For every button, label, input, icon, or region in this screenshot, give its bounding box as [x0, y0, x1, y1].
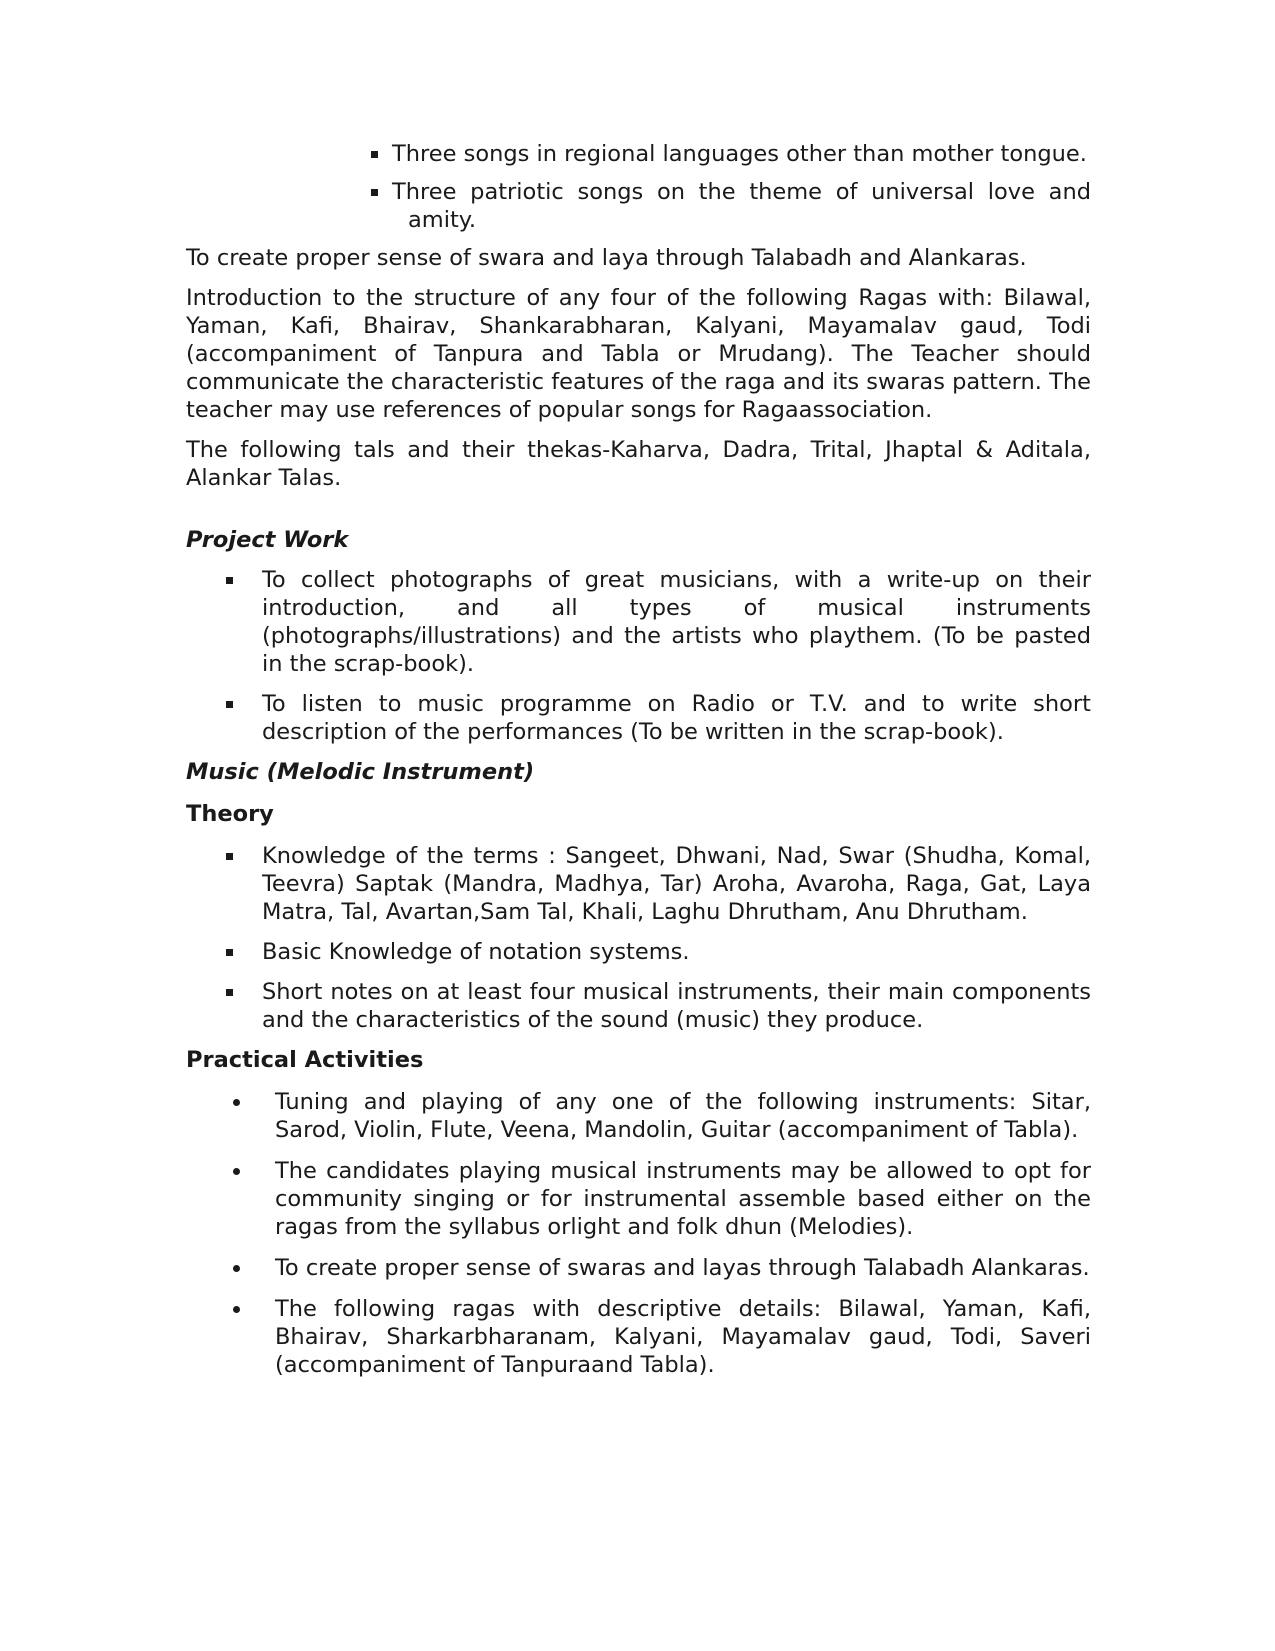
word: of: [743, 595, 766, 621]
square-bullet-icon: [371, 151, 378, 158]
section-heading-project-work: Project Work: [186, 527, 349, 553]
word: introduction,: [262, 595, 406, 621]
list-item: [186, 1088, 1091, 1144]
paragraph-swara: To create proper sense of swara and laya through Talabadh and Alankaras.: [186, 245, 1027, 271]
list-item-text-spread-line: [262, 594, 1091, 622]
list-item-text: Tuning and playing of any one of the following instruments: Sitar, Sarod, Violin, Flute, Veena, Mandolin, Guitar (accompaniment of Tabla).: [275, 1089, 1091, 1143]
document-page: [186, 140, 1091, 1392]
list-item-text: To listen to music programme on Radio or T.V. and to write short description of the performances (To be written in the scrap-book).: [262, 691, 1091, 745]
square-bullet-icon: [226, 701, 233, 708]
list-item: [371, 178, 1091, 234]
square-bullet-icon: [226, 853, 233, 860]
word: types: [629, 595, 692, 621]
section-heading-melodic-instrument: Music (Melodic Instrument): [186, 759, 535, 785]
list-item-text: Short notes on at least four musical instruments, their main components and the characteristics of the sound (music) they produce.: [262, 979, 1091, 1033]
practical-activities-list: [186, 1088, 1091, 1379]
list-item-text: Three songs in regional languages other than mother tongue.: [392, 141, 1087, 167]
list-item-text-continued: (photographs/illustrations) and the artists who playthem. (To be pasted in the scrap-book).: [262, 623, 1091, 677]
list-item: [186, 842, 1091, 926]
round-bullet-icon: [233, 1265, 240, 1272]
list-item: [186, 690, 1091, 746]
list-item: [186, 1157, 1091, 1241]
list-item-text: The following ragas with descriptive details: Bilawal, Yaman, Kafi, Bhairav, Sharkarbharanam, Kalyani, Mayamalav gaud, Todi, Saveri (accompaniment of Tanpuraand Tabla).: [275, 1296, 1091, 1378]
list-item: [186, 1295, 1091, 1379]
list-item: [371, 140, 1091, 168]
section-heading-theory: Theory: [186, 801, 274, 827]
list-item: [186, 1254, 1091, 1282]
song-list: [371, 140, 1091, 234]
paragraph-tals: The following tals and their thekas-Kaharva, Dadra, Trital, Jhaptal & Aditala, Alankar Talas.: [186, 437, 1091, 491]
round-bullet-icon: [233, 1099, 240, 1106]
word: all: [551, 595, 578, 621]
paragraph-ragas: Introduction to the structure of any four of the following Ragas with: Bilawal, Yaman, Kafi, Bhairav, Shankarabharan, Kalyani, Mayamalav gaud, Todi (accompaniment of Tanpura and Tabla or Mrudang). The Teacher should communicate the characteristic features of the raga and its swaras pattern. The teacher may use references of popular songs for Ragaassociation.: [186, 285, 1091, 423]
square-bullet-icon: [371, 189, 378, 196]
theory-list: [186, 842, 1091, 1034]
word: and: [457, 595, 500, 621]
list-item-text: The candidates playing musical instruments may be allowed to opt for community singing or for instrumental assemble based either on the ragas from the syllabus orlight and folk dhun (Melodies).: [275, 1158, 1091, 1240]
list-item-text-continued: amity.: [408, 207, 477, 233]
list-item-text: Knowledge of the terms : Sangeet, Dhwani, Nad, Swar (Shudha, Komal, Teevra) Saptak (Mandra, Madhya, Tar) Aroha, Avaroha, Raga, Gat, Laya Matra, Tal, Avartan,Sam Tal, Khali, Laghu Dhrutham, Anu Dhrutham.: [262, 843, 1091, 925]
project-work-list: [186, 566, 1091, 746]
list-item-text: To create proper sense of swaras and layas through Talabadh Alankaras.: [275, 1255, 1090, 1281]
list-item: [186, 978, 1091, 1034]
list-item: [186, 566, 1091, 678]
round-bullet-icon: [233, 1168, 240, 1175]
round-bullet-icon: [233, 1306, 240, 1313]
square-bullet-icon: [226, 577, 233, 584]
word: instruments: [955, 595, 1091, 621]
list-item-text: To collect photographs of great musicians, with a write-up on their: [262, 567, 1091, 593]
square-bullet-icon: [226, 989, 233, 996]
section-heading-practical-activities: Practical Activities: [186, 1047, 424, 1073]
word: musical: [817, 595, 904, 621]
list-item-text: Basic Knowledge of notation systems.: [262, 939, 690, 965]
list-item-text: Three patriotic songs on the theme of universal love and: [392, 179, 1091, 205]
square-bullet-icon: [226, 949, 233, 956]
list-item: [186, 938, 1091, 966]
